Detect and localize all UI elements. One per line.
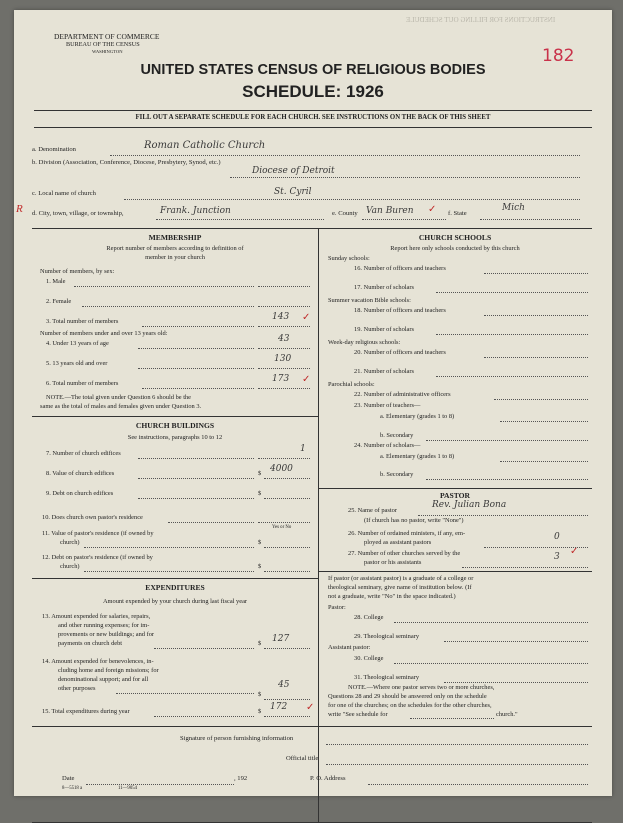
teachers-elementary-line [500,421,588,422]
teachers-label: 23. Number of teachers— [354,402,421,409]
scholars-secondary-line [426,479,588,480]
scholars-secondary-label: b. Secondary [380,471,414,478]
local-name-label: c. Local name of church [32,190,96,197]
sunday-officers-label: 16. Number of officers and teachers [354,265,446,272]
edifices-debt-leader [138,498,254,499]
under-13-answer-line [258,348,310,349]
teachers-secondary-line [426,440,588,441]
pastor-subheading: Pastor: [328,604,346,611]
under-13-value[interactable]: 43 [278,334,290,344]
city-line [156,219,324,220]
other-churches-value[interactable]: 3 [554,552,560,562]
residence-value-answer-line [264,547,310,548]
teachers-elementary-label: a. Elementary (grades 1 to 8) [380,413,455,420]
total-members-label: 3. Total number of members [46,318,119,325]
edifices-debt-label: 9. Debt on church edifices [46,490,114,497]
total-members-answer-line [258,326,310,327]
running-expenses-dollar: $ [258,640,262,647]
official-title-label: Official title [286,755,319,762]
state-label: f. State [448,210,467,217]
benevolences-dollar: $ [258,691,262,698]
owns-residence-leader [168,522,254,523]
owns-residence-answer-line [258,522,310,523]
buildings-top-rule [32,416,318,417]
pastor-note-1: NOTE.—Where one pastor serves two or more churches, [348,684,495,691]
residence-value-label-1: 11. Value of pastor's residence (if owned by [42,530,154,537]
assistant-college-label: 30. College [354,655,384,662]
total-members-check-icon: ✓ [302,312,311,323]
date-label: Date [62,775,75,782]
graduate-note-2: theological seminary, give name of institution below. (If [328,584,472,591]
other-churches-line [462,567,588,568]
male-leader [74,286,254,287]
by-sex-label: Number of members, by sex: [40,268,115,275]
graduate-note-1: If pastor (or assistant pastor) is a graduate of a college or [328,575,474,582]
total-expenditures-answer-line [264,716,310,717]
page-number: 182 [542,46,575,66]
pastor-seminary-label: 29. Theological seminary [354,633,420,640]
assistant-count-label-1: 26. Number of ordained ministers, if any, em- [348,530,466,537]
division-label: b. Division (Association, Conference, Diocese, Presbytery, Synod, etc.) [32,159,221,166]
benevolences-answer-line [264,699,310,700]
edifices-value-answer-line [264,478,310,479]
total-expenditures-value[interactable]: 172 [270,702,288,712]
assistant-count-label-2: ployed as assistant pastors [364,539,432,546]
under-13-leader [138,348,254,349]
vacation-officers-label: 18. Number of officers and teachers [354,307,446,314]
table-top-rule [32,228,592,229]
edifices-count-value[interactable]: 1 [300,444,306,454]
running-expenses-label-1: 13. Amount expended for salaries, repairs, [42,613,151,620]
weekday-scholars-line [436,376,588,377]
pastor-note-2: Questions 28 and 29 should be answered only on the schedule [328,693,487,700]
weekday-scholars-label: 21. Number of scholars [354,368,414,375]
teachers-secondary-label: b. Secondary [380,432,414,439]
sunday-scholars-line [436,292,588,293]
vacation-schools-label: Summer vacation Bible schools: [328,297,411,304]
form-subtitle: SCHEDULE: 1926 [242,82,384,101]
county-value[interactable]: Van Buren [366,206,414,216]
column-divider [318,228,319,822]
vacation-scholars-line [436,334,588,335]
local-name-line [124,199,580,200]
edifices-value-value[interactable]: 4000 [270,464,293,474]
total-by-age-answer-line [258,388,310,389]
local-name-value[interactable]: St. Cyril [274,187,312,197]
benevolences-value[interactable]: 45 [278,680,290,690]
other-churches-check-icon: ✓ [570,546,579,557]
total-members-value[interactable]: 143 [272,312,290,322]
benevolences-label-1: 14. Amount expended for benevolences, in- [42,658,154,665]
benevolences-label-2: cluding home and foreign missions; for [58,667,159,674]
form-code-1: 8—5518 a [62,786,83,791]
other-churches-label-1: 27. Number of other churches served by the [348,550,461,557]
edifices-count-answer-line [258,458,310,459]
form-instruction: FILL OUT A SEPARATE SCHEDULE FOR EACH CHURCH. SEE INSTRUCTIONS ON THE BACK OF THIS SHEET [135,114,491,121]
pastor-note-5: church." [496,711,518,718]
edifices-debt-dollar: $ [258,490,262,497]
pastor-college-line [394,622,588,623]
total-by-age-check-icon: ✓ [302,374,311,385]
footer-top-rule [32,726,592,727]
other-churches-label-2: pastor or his assistants [364,559,422,566]
edifices-count-leader [138,458,254,459]
sunday-scholars-label: 17. Number of scholars [354,284,414,291]
denomination-value[interactable]: Roman Catholic Church [144,140,266,151]
scholars-label: 24. Number of scholars— [354,442,421,449]
county-line [362,219,446,220]
total-by-age-value[interactable]: 173 [272,374,290,384]
city-label: WASHINGTON [92,49,123,54]
pastor-note-line [410,718,494,719]
sunday-schools-label: Sunday schools: [328,255,370,262]
female-answer-line [258,306,310,307]
membership-intro-1: Report number of members according to definition of [106,245,244,252]
pastor-heading: PASTOR [439,491,471,500]
residence-debt-label-2: church) [60,563,80,570]
date-year-label: , 192 [234,775,248,782]
edifices-value-label: 8. Value of church edifices [46,470,115,477]
residence-value-label-2: church) [60,539,80,546]
state-line [480,219,580,220]
form-code-2: 11—9054 [118,786,138,791]
total-expenditures-dollar: $ [258,708,262,715]
male-label: 1. Male [46,278,66,285]
residence-debt-leader [84,571,254,572]
expenditures-intro: Amount expended by your church during last fiscal year [102,598,248,605]
pastor-name-value[interactable]: Rev. Julian Bona [432,500,507,510]
vacation-officers-line [484,315,588,316]
membership-note-1: NOTE.—The total given under Question 6 should be the [46,394,192,401]
admin-officers-label: 22. Number of administrative officers [354,391,451,398]
under-13-label: 4. Under 13 years of age [46,340,109,347]
yes-no-hint: Yes or No [272,525,292,530]
schools-intro: Report here only schools conducted by this church [390,245,520,252]
total-expenditures-leader [154,716,254,717]
total-by-age-label: 6. Total number of members [46,380,119,387]
buildings-heading: CHURCH BUILDINGS [135,421,215,430]
signature-line[interactable] [326,744,588,745]
assistant-college-line [394,663,588,664]
county-check-icon: ✓ [428,204,437,215]
margin-mark: R [16,203,23,215]
benevolences-label-4: other purposes [58,685,96,692]
running-expenses-label-3: provements or new buildings; and for [58,631,155,638]
scholars-elementary-line [500,461,588,462]
state-value[interactable]: Mich [502,203,525,213]
total-expenditures-label: 15. Total expenditures during year [42,708,130,715]
po-address-label: P. O. Address [310,775,346,782]
total-by-age-leader [142,388,254,389]
weekday-schools-label: Week-day religious schools: [328,339,401,346]
bleed-through-text: INSTRUCTIONS FOR FILLING OUT SCHEDULE [406,16,556,24]
parochial-schools-label: Parochial schools: [328,381,375,388]
benevolences-label-3: denominational support; and for all [58,676,149,683]
vacation-scholars-label: 19. Number of scholars [354,326,414,333]
residence-debt-dollar: $ [258,563,262,570]
pastor-note-4: write "See schedule for [328,711,388,718]
over-13-value[interactable]: 130 [274,354,292,364]
department-label: DEPARTMENT OF COMMERCE [54,32,160,41]
pastor-college-label: 28. College [354,614,384,621]
residence-debt-label-1: 12. Debt on pastor's residence (if owned by [42,554,153,561]
edifices-value-leader [138,478,254,479]
running-expenses-value[interactable]: 127 [272,634,290,644]
assistant-seminary-label: 31. Theological seminary [354,674,420,681]
weekday-officers-label: 20. Number of officers and teachers [354,349,446,356]
running-expenses-answer-line [264,648,310,649]
city-label: d. City, town, village, or township, [32,210,124,217]
graduate-note-3: not a graduate, write "No" in the space indicated.) [328,593,456,600]
header-rule-bottom [34,127,592,128]
division-value[interactable]: Diocese of Detroit [252,166,335,176]
pastor-name-line [418,515,588,516]
edifices-debt-answer-line [264,498,310,499]
bureau-label: BUREAU OF THE CENSUS [66,41,140,48]
expenditures-heading: EXPENDITURES [145,583,205,592]
graduate-top-rule [318,571,592,572]
signature-label: Signature of person furnishing information [180,735,294,742]
denomination-line [110,155,580,156]
total-members-leader [142,326,254,327]
admin-officers-line [494,399,588,400]
pastor-name-label: 25. Name of pastor [348,507,397,514]
over-13-leader [138,368,254,369]
form-title: UNITED STATES CENSUS OF RELIGIOUS BODIES [140,62,486,78]
assistant-subheading: Assistant pastor: [328,644,371,651]
buildings-intro: See instructions, paragraphs 10 to 12 [127,434,223,441]
residence-value-leader [84,547,254,548]
schools-heading: CHURCH SCHOOLS [418,233,492,242]
running-expenses-label-2: and other running expenses; for im- [58,622,150,629]
running-expenses-leader [154,648,254,649]
pastor-note-3: for one of the churches; on the schedules for the other churches, [328,702,492,709]
assistant-count-value[interactable]: 0 [554,532,560,542]
po-address-line[interactable] [368,784,588,785]
date-line[interactable] [86,784,234,785]
city-value[interactable]: Frank. Junction [160,206,231,216]
county-label: e. County [332,210,358,217]
owns-residence-label: 10. Does church own pastor's residence [42,514,143,521]
running-expenses-label-4: payments on church debt [58,640,123,647]
membership-note-2: same as the total of males and females given under Question 3. [40,403,202,410]
census-schedule-sheet [14,10,612,796]
residence-value-dollar: $ [258,539,262,546]
membership-heading: MEMBERSHIP [148,233,202,242]
division-line [230,177,580,178]
pastor-top-rule [318,488,592,489]
scholars-elementary-label: a. Elementary (grades 1 to 8) [380,453,455,460]
expenditures-top-rule [32,578,318,579]
sunday-officers-line [484,273,588,274]
membership-intro-2: member in your church [145,254,205,261]
age-intro-label: Number of members under and over 13 years old: [40,330,168,337]
female-label: 2. Female [46,298,72,305]
assistant-seminary-line [444,682,588,683]
pastor-seminary-line [444,641,588,642]
female-leader [82,306,254,307]
edifices-value-dollar: $ [258,470,262,477]
header-rule-top [34,110,592,111]
male-answer-line [258,286,310,287]
official-title-line[interactable] [326,764,588,765]
denomination-label: a. Denomination [32,146,76,153]
residence-debt-answer-line [264,571,310,572]
over-13-label: 5. 13 years old and over [46,360,108,367]
over-13-answer-line [258,368,310,369]
pastor-name-note: (If church has no pastor, write "None") [364,517,464,524]
total-expenditures-check-icon: ✓ [306,702,315,713]
edifices-count-label: 7. Number of church edifices [46,450,121,457]
weekday-officers-line [484,357,588,358]
benevolences-leader [116,693,254,694]
